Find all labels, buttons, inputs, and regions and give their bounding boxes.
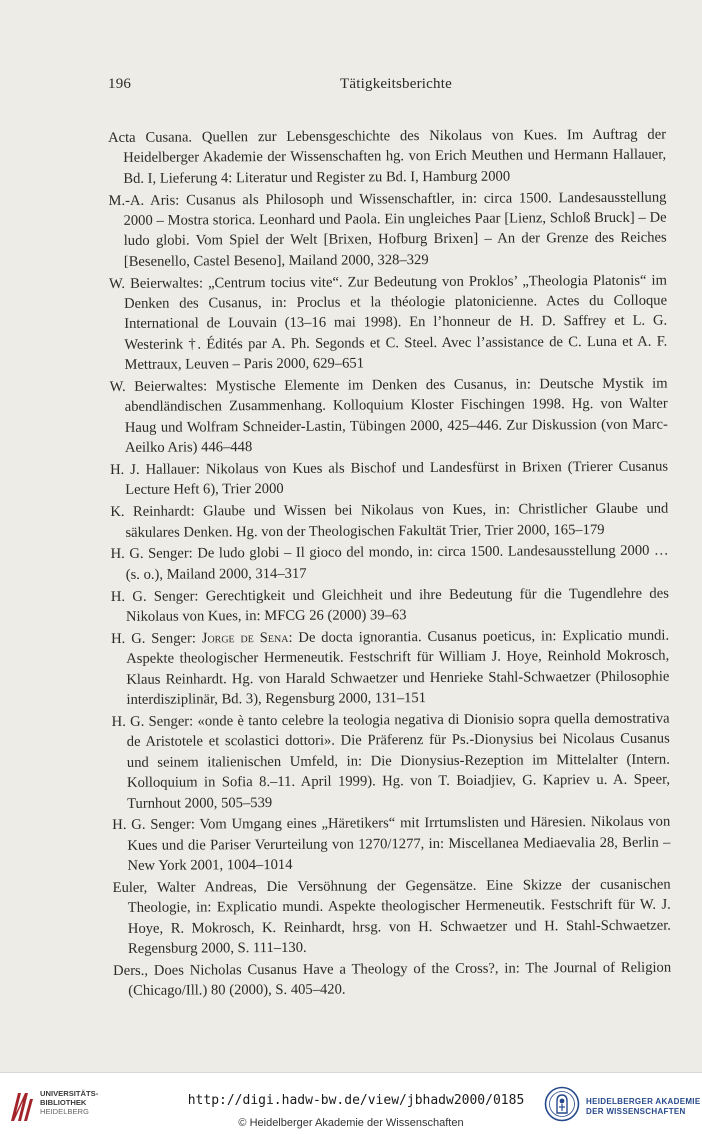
academy-name: HEIDELBERGER AKADEMIE DER WISSENSCHAFTEN — [586, 1097, 701, 1116]
bibliography-entry: Euler, Walter Andreas, Die Versöhnung der Gegensätze. Eine Skizze der cusanischen Theologie, in: Explicatio mundi. Aspekte theologischer Hermeneutik. Festschrift für W. J. Hoye, R. Mokrosch, K. Reinhardt, hrsg. von H. Schwaetzer und H. Stahl-Schwaetzer. Regensburg 2000, S. 111–130. — [112, 876, 671, 958]
entry-text: : De docta ignorantia. Cusanus poeticus, in: Explicatio mundi. Aspekte theologischer Hermeneutik. Festschrift für William J. Hoye, Reinhold Mokrosch, Klaus Reinhardt. Hg. von Harald Schwaetzer und Henrieke Stahl-Schwaetzer (Philosophie interdisziplinär, Bd. 3), Regensburg 2000, 131–151 — [126, 627, 670, 708]
bibliography-entry: Acta Cusana. Quellen zur Lebensgeschichte des Nikolaus von Kues. Im Auftrag der Heidelberger Akademie der Wissenschaften hg. von Erich Meuthen und Hermann Hallauer, Bd. I, Lieferung 4: Literatur und Register zu Bd. I, Hamburg 2000 — [108, 126, 667, 187]
bibliography-entry: W. Beierwaltes: „Centrum tocius vite“. Zur Bedeutung von Proklos’ „Theologia Platonis“ im Denken des Cusanus, in: Proclus et la théologie platonicienne. Actes du Colloque International de Louvain (13–16 mai 1998). En l’honneur de H. D. Saffrey et L. G. Westerink †. Édités par A. Ph. Segonds et C. Steel. Avec l’assistance de C. Luna et A. F. Mettraux, Leuven – Paris 2000, 629–651 — [108, 272, 668, 374]
copyright-notice: © Heidelberger Akademie der Wissenschaften — [238, 1117, 464, 1129]
bibliography-entry: Ders., Does Nicholas Cusanus Have a Theology of the Cross?, in: The Journal of Religion (Chicago/Ill.) 80 (2000), S. 405–420. — [113, 959, 672, 1000]
bibliography-entry: M.-A. Aris: Cusanus als Philosoph und Wissenschaftler, in: circa 1500. Landesausstellung 2000 – Mostra storica. Leonhard und Paola. Ein ungleiches Paar [Lienz, Schloß Bruck] – De ludo globi. Vom Spiel der Welt [Brixen, Hofburg Brixen] – An der Grenze des Reiches [Besenello, Castel Beseno], Mailand 2000, 328–329 — [108, 189, 667, 270]
bibliography-entry: K. Reinhardt: Glaube und Wissen bei Nikolaus von Kues, in: Christlicher Glaube und säkulares Denken. Hg. von der Theologischen Fakultät Trier, Trier 2000, 165–179 — [110, 500, 669, 541]
entry-smallcaps-author: Jorge de Sena — [201, 629, 289, 647]
bibliography-entry: H. G. Senger: «onde è tanto celebre la teologia negativa di Dionisio sopra quella demostrativa de Aristotele et scolastici dottori». Die Präferenz für Ps.-Dionysius bei Nicolaus Cusanus und seinem italienischen Umfeld, in: Die Dionysius-Rezeption im Mittelalter (Intern. Kolloquium in Sofia 8.–11. April 1999). Hg. von T. Boiadjiev, G. Kapriev u. A. Speer, Turnhout 2000, 505–539 — [111, 710, 671, 812]
bibliography-list — [108, 125, 671, 1004]
bibliography-entry: H. G. Senger: Vom Umgang eines „Häretikers“ mit Irrtumslisten und Häresien. Nikolaus von Kues und die Pariser Verurteilung von 1270/1277, in: Miscellanea Mediaevalia 28, Berlin – New York 2001, 1004–1014 — [112, 813, 671, 875]
running-title: Tätigkeitsberichte — [340, 76, 452, 92]
bibliography-entry: W. Beierwaltes: Mystische Elemente im Denken des Cusanus, in: Deutsche Mystik im abendländischen Zusammenhang. Kolloquium Kloster Fischingen 1998. Hg. von Walter Haug und Wolfram Schneider-Lastin, Tübingen 2000, 425–446. Zur Diskussion (von Marc-Aeilko Aris) 446–448 — [109, 375, 668, 457]
academy-seal-icon — [544, 1086, 580, 1122]
university-library-name: UNIVERSITÄTS- BIBLIOTHEK HEIDELBERG — [40, 1089, 99, 1116]
page-header — [108, 76, 664, 100]
bibliography-entry: H. G. Senger: Gerechtigkeit und Gleichheit und ihre Bedeutung für die Tugendlehre des Nikolaus von Kues, in: MFCG 26 (2000) 39–63 — [110, 585, 669, 625]
bibliography-entry — [111, 625, 669, 710]
bibliography-entry: H. J. Hallauer: Nikolaus von Kues als Bischof und Landesfürst in Brixen (Trierer Cusanus Lecture Heft 6), Trier 2000 — [110, 458, 669, 499]
entry-author: H. G. Senger: — [111, 630, 202, 647]
viewer-footer — [0, 1072, 702, 1134]
bibliography-entry: H. G. Senger: De ludo globi – Il gioco del mondo, in: circa 1500. Landesausstellung 2000 … (s. o.), Mailand 2000, 314–317 — [110, 543, 669, 583]
page-number: 196 — [108, 76, 132, 92]
permalink-url[interactable]: http://digi.hadw-bw.de/view/jbhadw2000/0185 — [187, 1093, 525, 1108]
